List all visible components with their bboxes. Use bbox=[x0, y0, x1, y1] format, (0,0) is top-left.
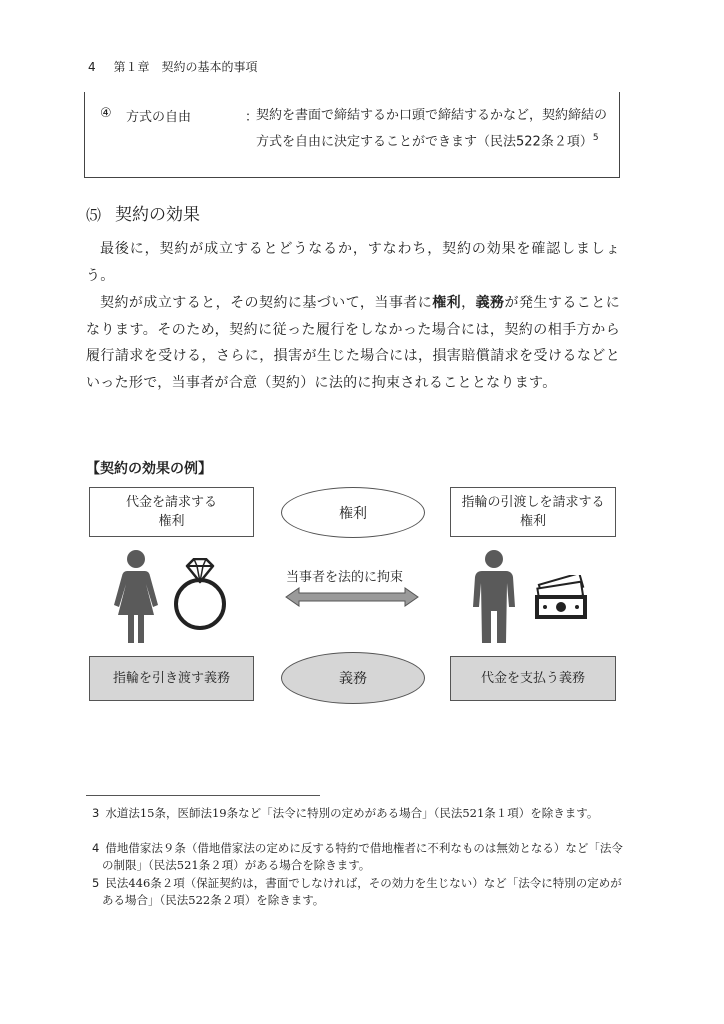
footnote-divider bbox=[86, 795, 320, 796]
footnote-number: 3 bbox=[92, 806, 100, 820]
box-item-label: 方式の自由 bbox=[126, 110, 192, 125]
footnote-text: 民法446条２項（保証契約は，書面でしなければ，その効力を生じない）など「法令に特別の定めがある場合」（民法522条２項）を除きます。 bbox=[102, 876, 622, 907]
footnote bbox=[86, 840, 626, 874]
woman-icon bbox=[112, 549, 160, 643]
paragraph-2 bbox=[86, 290, 620, 396]
box-item-body: 契約を書面で締結するか口頭で締結するかなど，契約締結の方式を自由に決定することができます（民法522条２項） bbox=[256, 108, 608, 150]
footnote bbox=[86, 875, 626, 909]
footnote-ref: 5 bbox=[592, 133, 599, 143]
seller-right-label: 代金を請求する 権利 bbox=[125, 495, 217, 529]
running-header bbox=[88, 58, 257, 75]
right-ellipse-label: 権利 bbox=[339, 505, 367, 522]
buyer-duty-label: 代金を支払う義務 bbox=[480, 671, 585, 686]
figure-title: 【契約の効果の例】 bbox=[86, 461, 212, 477]
duty-ellipse bbox=[281, 652, 425, 704]
duty-ellipse-label: 義務 bbox=[339, 671, 367, 687]
buyer-duty-box bbox=[450, 656, 616, 701]
man-icon bbox=[471, 549, 517, 643]
seller-duty-label: 指輪を引き渡す義務 bbox=[112, 671, 230, 686]
seller-right-box bbox=[89, 487, 254, 537]
footnote bbox=[86, 805, 626, 822]
keyword-duty: 義務 bbox=[475, 295, 505, 311]
buyer-right-box bbox=[450, 487, 616, 537]
section-title: 契約の効果 bbox=[115, 205, 201, 225]
buyer-right-label: 指輪の引渡しを請求する 権利 bbox=[461, 495, 605, 529]
box-item-colon: ： bbox=[245, 110, 259, 125]
paragraph-1: 最後に，契約が成立するとどうなるか，すなわち，契約の効果を確認しましょう。 bbox=[86, 241, 620, 284]
footnote-number: 4 bbox=[92, 841, 100, 855]
section-number: ⑸ bbox=[86, 206, 102, 224]
right-ellipse bbox=[281, 487, 425, 538]
footnote-text: 水道法15条，医師法19条など「法令に特別の定めがある場合」（民法521条１項）を除きます。 bbox=[105, 806, 599, 820]
section-heading bbox=[86, 200, 200, 225]
double-arrow-icon bbox=[285, 587, 419, 607]
paragraph-2-part-d: が発生することになります。そのため，契約に従った履行をしなかった場合には，契約の相手方から履行請求を受ける，さらに，損害が生じた場合には，損害賠償請求を受けるなどといった形で，当事者が合意（契約）に法的に拘束されることとなります。 bbox=[86, 295, 621, 391]
box-item-number: ④ bbox=[100, 106, 112, 121]
footnote-text: 借地借家法９条（借地借家法の定めに反する特約で借地権者に不利なものは無効となる）など「法令の制限」（民法521条２項）がある場合を除きます。 bbox=[102, 841, 623, 872]
seller-duty-box bbox=[89, 656, 254, 701]
binding-label: 当事者を法的に拘束 bbox=[286, 570, 404, 585]
money-icon bbox=[532, 575, 590, 621]
footnote-number: 5 bbox=[92, 876, 100, 890]
paragraph-2-part-a: 契約が成立すると，その契約に基づいて，当事者に bbox=[100, 295, 433, 311]
ring-icon bbox=[170, 558, 230, 634]
chapter-title: 第１章 契約の基本的事項 bbox=[113, 60, 258, 74]
box-item-text bbox=[256, 104, 614, 153]
keyword-right: 権利 bbox=[432, 295, 462, 311]
page-number: 4 bbox=[88, 60, 96, 74]
paragraph-2-comma: ， bbox=[461, 295, 476, 311]
